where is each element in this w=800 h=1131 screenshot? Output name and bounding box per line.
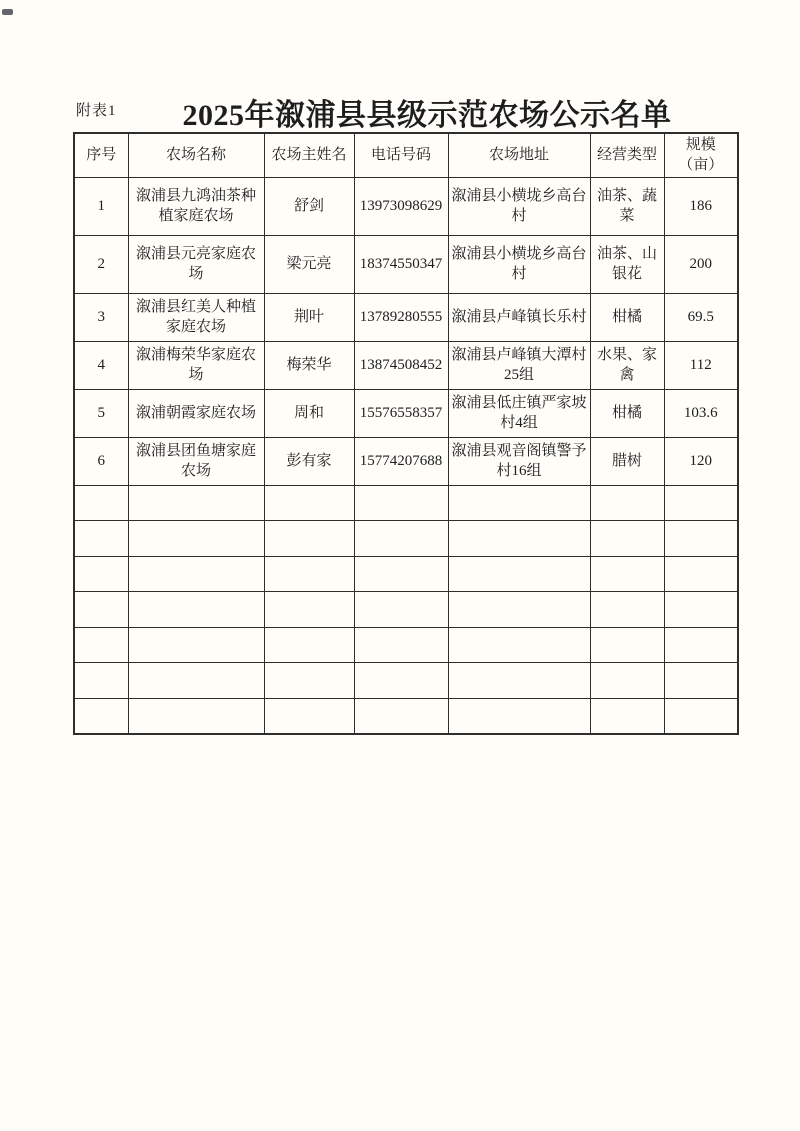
- cell-farm-name: 溆浦县九鸿油茶种植家庭农场: [128, 177, 264, 235]
- page-title: 2025年溆浦县县级示范农场公示名单: [182, 99, 672, 132]
- scan-smudge-mark: [2, 9, 13, 15]
- empty-cell: [74, 521, 128, 557]
- empty-cell: [664, 592, 738, 628]
- table-header-row: [74, 133, 738, 177]
- cell-owner-name: 周和: [264, 389, 354, 437]
- empty-cell: [74, 627, 128, 663]
- table-row-empty: [74, 663, 738, 699]
- table-row: [74, 389, 738, 437]
- cell-farm-name: 溆浦县团鱼塘家庭农场: [128, 437, 264, 485]
- farm-table: [73, 132, 739, 735]
- header-serial: 序号: [74, 133, 128, 177]
- header-address: 农场地址: [448, 133, 590, 177]
- empty-cell: [264, 627, 354, 663]
- cell-farm-name: 溆浦县红美人种植家庭农场: [128, 293, 264, 341]
- cell-business-type: 油茶、山银花: [590, 235, 664, 293]
- cell-phone: 15774207688: [354, 437, 448, 485]
- empty-cell: [264, 663, 354, 699]
- cell-scale: 200: [664, 235, 738, 293]
- empty-cell: [590, 521, 664, 557]
- cell-serial: 4: [74, 341, 128, 389]
- table-row-empty: [74, 592, 738, 628]
- table-row-empty: [74, 556, 738, 592]
- empty-cell: [664, 556, 738, 592]
- cell-owner-name: 梅荣华: [264, 341, 354, 389]
- cell-address: 溆浦县观音阁镇警予村16组: [448, 437, 590, 485]
- table-row-empty: [74, 521, 738, 557]
- empty-cell: [664, 627, 738, 663]
- empty-cell: [128, 485, 264, 521]
- cell-address: 溆浦县小横垅乡高台村: [448, 235, 590, 293]
- cell-address: 溆浦县卢峰镇长乐村: [448, 293, 590, 341]
- cell-serial: 1: [74, 177, 128, 235]
- cell-business-type: 油茶、蔬菜: [590, 177, 664, 235]
- table-row-empty: [74, 698, 738, 734]
- empty-cell: [128, 698, 264, 734]
- cell-business-type: 水果、家禽: [590, 341, 664, 389]
- cell-phone: 18374550347: [354, 235, 448, 293]
- cell-scale: 112: [664, 341, 738, 389]
- cell-owner-name: 彭有家: [264, 437, 354, 485]
- empty-cell: [74, 556, 128, 592]
- cell-phone: 13874508452: [354, 341, 448, 389]
- empty-cell: [354, 485, 448, 521]
- cell-owner-name: 梁元亮: [264, 235, 354, 293]
- header-phone: 电话号码: [354, 133, 448, 177]
- empty-cell: [128, 592, 264, 628]
- cell-serial: 2: [74, 235, 128, 293]
- header-owner-name: 农场主姓名: [264, 133, 354, 177]
- empty-cell: [448, 485, 590, 521]
- header-scale: 规模（亩）: [664, 133, 738, 177]
- empty-cell: [128, 556, 264, 592]
- cell-farm-name: 溆浦县元亮家庭农场: [128, 235, 264, 293]
- cell-owner-name: 荆叶: [264, 293, 354, 341]
- cell-address: 溆浦县小横垅乡高台村: [448, 177, 590, 235]
- cell-address: 溆浦县卢峰镇大潭村25组: [448, 341, 590, 389]
- empty-cell: [264, 521, 354, 557]
- attachment-label: 附表1: [76, 103, 117, 119]
- cell-business-type: 柑橘: [590, 389, 664, 437]
- cell-phone: 15576558357: [354, 389, 448, 437]
- empty-cell: [664, 663, 738, 699]
- empty-cell: [448, 521, 590, 557]
- table-row: [74, 235, 738, 293]
- cell-serial: 5: [74, 389, 128, 437]
- table-row: [74, 177, 738, 235]
- table-row-empty: [74, 627, 738, 663]
- empty-cell: [448, 592, 590, 628]
- cell-business-type: 柑橘: [590, 293, 664, 341]
- empty-cell: [74, 663, 128, 699]
- cell-scale: 69.5: [664, 293, 738, 341]
- empty-cell: [354, 627, 448, 663]
- table-row: [74, 293, 738, 341]
- empty-cell: [264, 698, 354, 734]
- empty-cell: [590, 556, 664, 592]
- empty-cell: [264, 592, 354, 628]
- empty-cell: [354, 698, 448, 734]
- cell-phone: 13973098629: [354, 177, 448, 235]
- empty-cell: [590, 592, 664, 628]
- empty-cell: [664, 698, 738, 734]
- cell-serial: 6: [74, 437, 128, 485]
- empty-cell: [74, 698, 128, 734]
- empty-cell: [128, 663, 264, 699]
- empty-cell: [590, 698, 664, 734]
- table-row: [74, 341, 738, 389]
- empty-cell: [448, 556, 590, 592]
- empty-cell: [128, 627, 264, 663]
- empty-cell: [590, 485, 664, 521]
- header-farm-name: 农场名称: [128, 133, 264, 177]
- empty-cell: [664, 521, 738, 557]
- cell-address: 溆浦县低庄镇严家坡村4组: [448, 389, 590, 437]
- empty-cell: [590, 663, 664, 699]
- empty-cell: [264, 485, 354, 521]
- cell-owner-name: 舒剑: [264, 177, 354, 235]
- empty-cell: [590, 627, 664, 663]
- empty-cell: [74, 485, 128, 521]
- empty-cell: [354, 592, 448, 628]
- header-business-type: 经营类型: [590, 133, 664, 177]
- empty-cell: [448, 627, 590, 663]
- empty-cell: [354, 521, 448, 557]
- empty-cell: [354, 663, 448, 699]
- cell-scale: 120: [664, 437, 738, 485]
- empty-cell: [128, 521, 264, 557]
- cell-farm-name: 溆浦梅荣华家庭农场: [128, 341, 264, 389]
- cell-scale: 186: [664, 177, 738, 235]
- empty-cell: [448, 663, 590, 699]
- table-row-empty: [74, 485, 738, 521]
- table-row: [74, 437, 738, 485]
- empty-cell: [664, 485, 738, 521]
- cell-scale: 103.6: [664, 389, 738, 437]
- cell-phone: 13789280555: [354, 293, 448, 341]
- empty-cell: [448, 698, 590, 734]
- cell-serial: 3: [74, 293, 128, 341]
- empty-cell: [354, 556, 448, 592]
- empty-cell: [74, 592, 128, 628]
- cell-business-type: 腊树: [590, 437, 664, 485]
- cell-farm-name: 溆浦朝霞家庭农场: [128, 389, 264, 437]
- empty-cell: [264, 556, 354, 592]
